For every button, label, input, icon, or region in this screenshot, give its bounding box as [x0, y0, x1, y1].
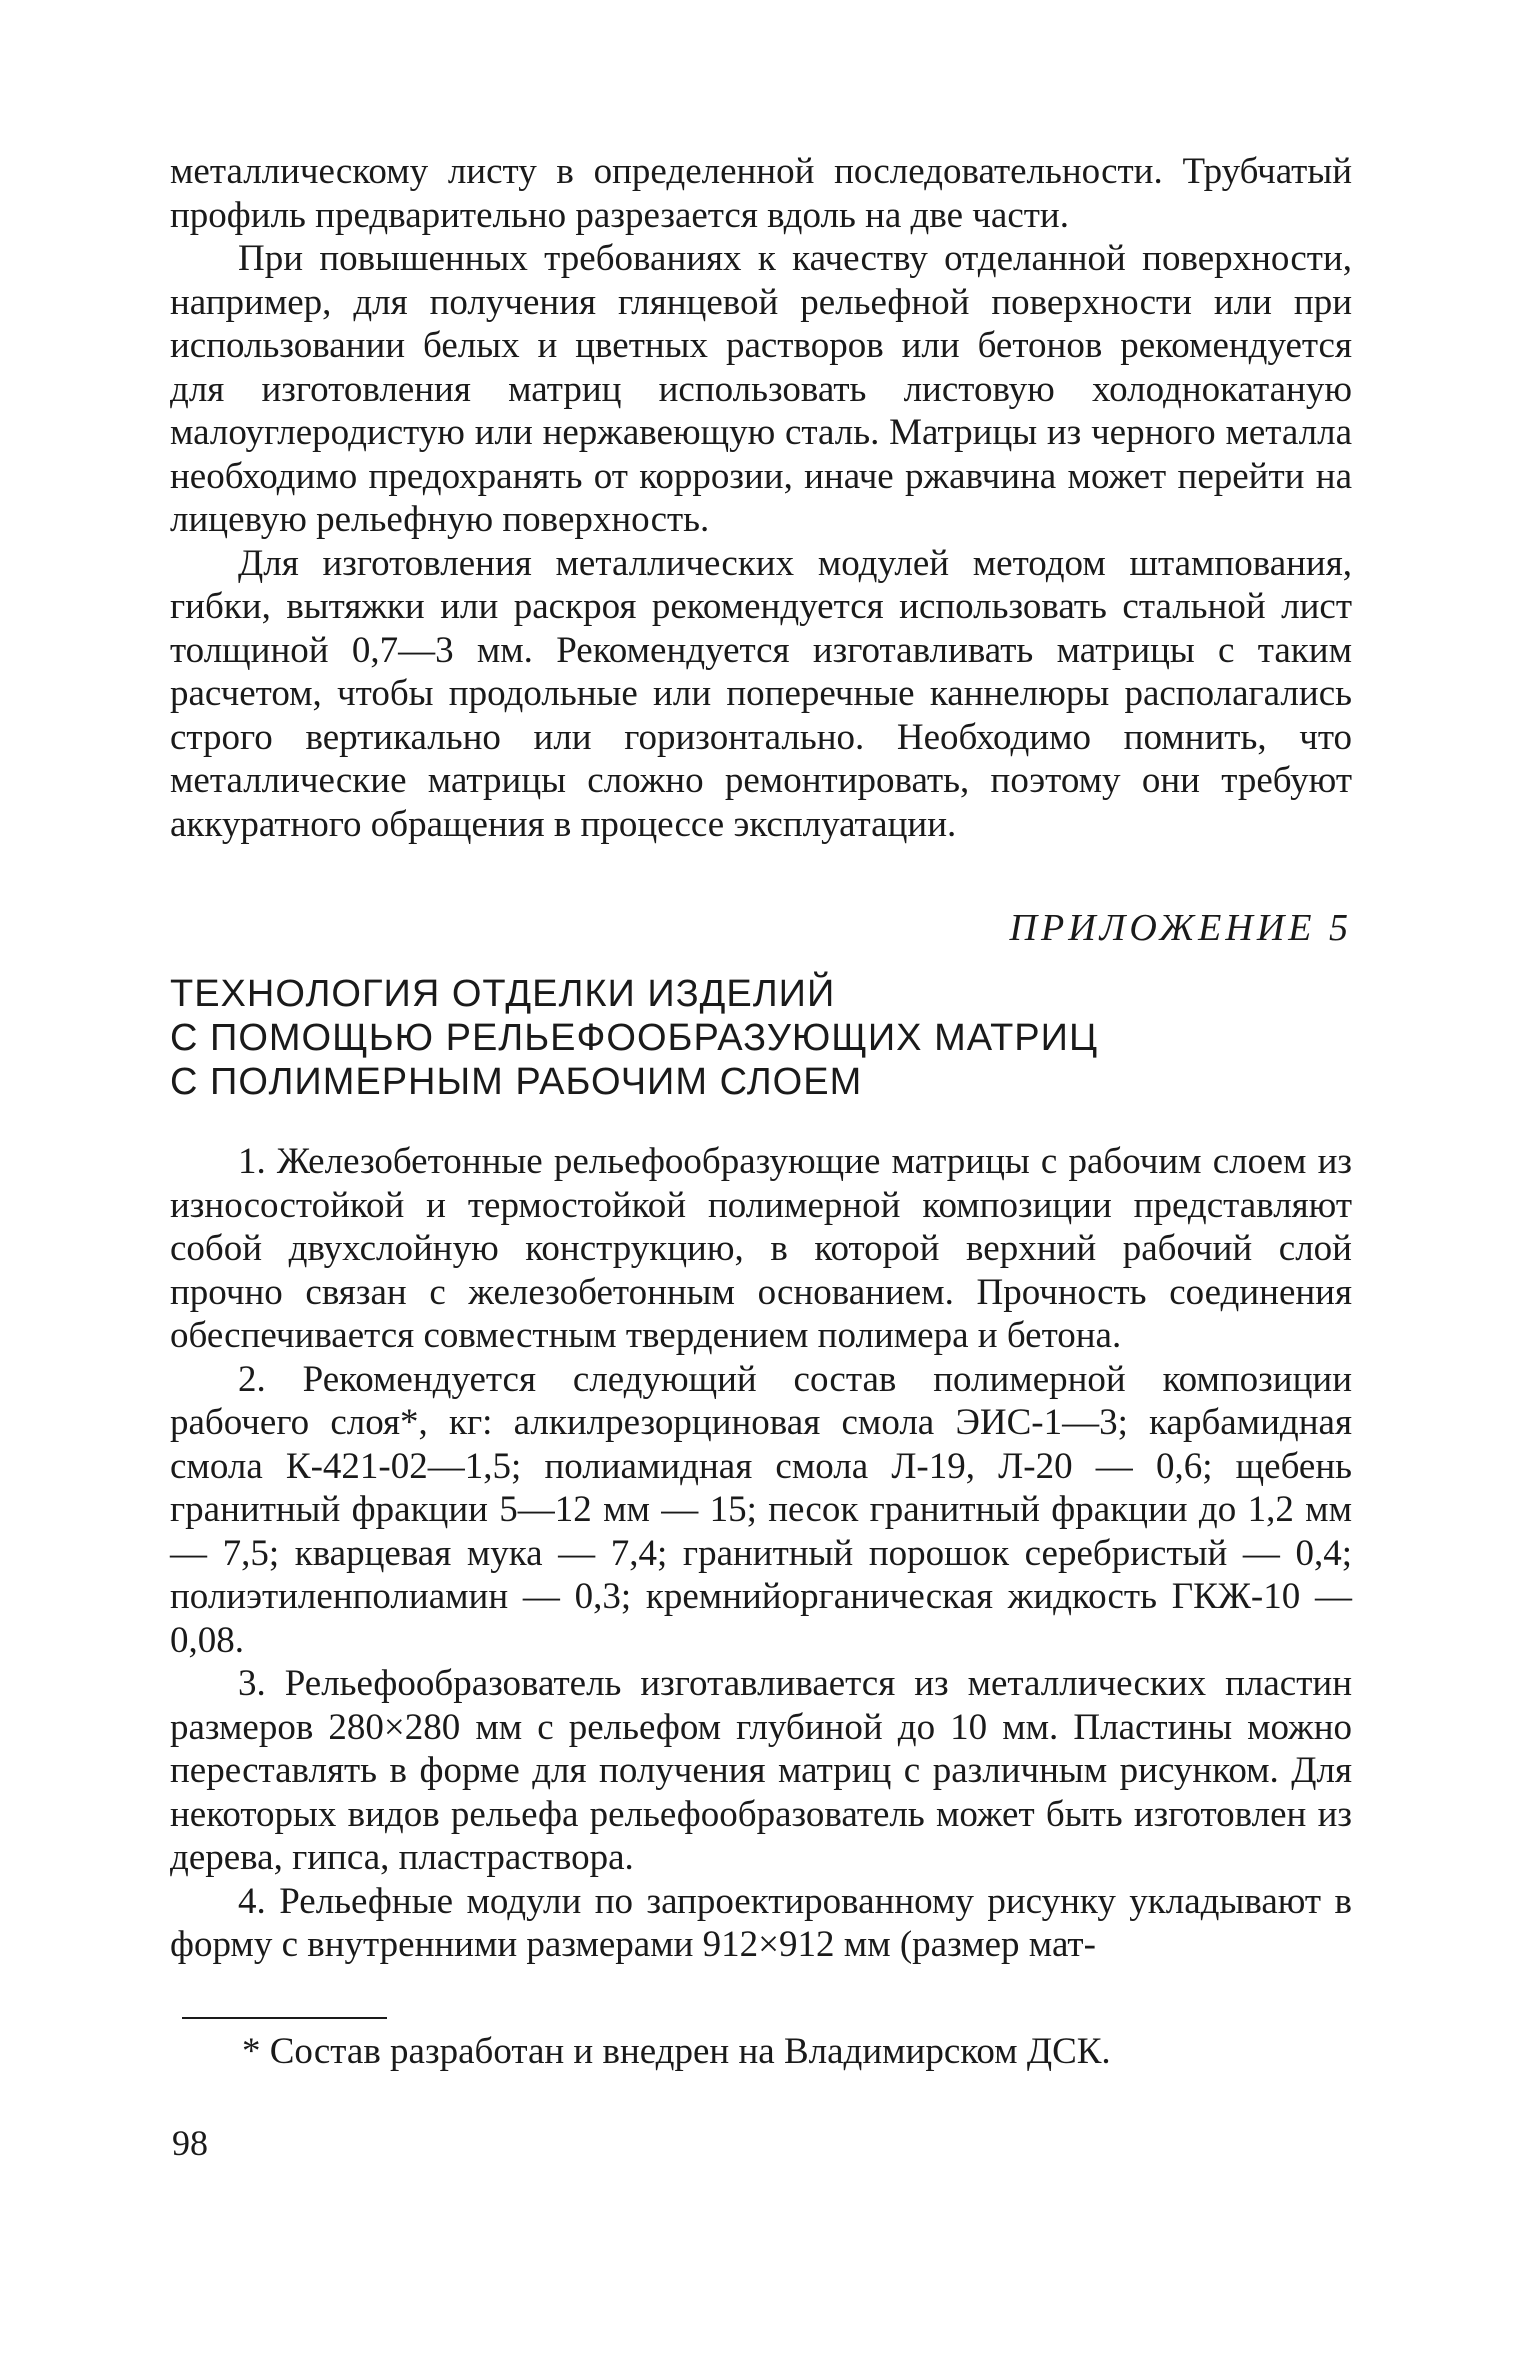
numbered-item-4: 4. Рельефные модули по запроектированному рисунку укладывают в форму с внутренними размерами 912×912 мм (размер мат- — [170, 1880, 1352, 1965]
top-text-block — [170, 150, 1352, 846]
paragraph-continuation: металлическому листу в определенной последовательности. Трубчатый профиль предварительно разрезается вдоль на две части. — [170, 151, 1352, 236]
numbered-item-2: 2. Рекомендуется следующий состав полимерной композиции рабочего слоя*, кг: алкилрезорциновая смола ЭИС-1—3; карбамидная смола К-421-02—1,5; полиамидная смола Л-19, Л-20 — 0,6; щебень гранитный фракции 5—12 мм — 15; песок гранитный фракции до 1,2 мм — 7,5; кварцевая мука — 7,4; гранитный порошок серебристый — 0,4; полиэтиленполиамин — 0,3; кремнийорганическая жидкость ГКЖ-10 — 0,08. — [170, 1358, 1352, 1661]
paragraph-metal-modules: Для изготовления металлических модулей методом штампования, гибки, вытяжки или раскроя рекомендуется использовать стальной лист толщиной 0,7—3 мм. Рекомендуется изготавливать матрицы с таким расчетом, чтобы продольные или поперечные каннелюры располагались строго вертикально или горизонтально. Необходимо помнить, что металлические матрицы сложно ремонтировать, поэтому они требуют аккуратного обращения в процессе эксплуатации. — [170, 542, 1352, 845]
appendix-body — [170, 1140, 1352, 1967]
page-number: 98 — [172, 2123, 208, 2163]
numbered-item-1: 1. Железобетонные рельефообразующие матрицы с рабочим слоем из износостойкой и термостойкой полимерной композиции представляют собой двухслойную конструкцию, в которой верхний рабочий слой прочно связан с железобетонным основанием. Прочность соединения обеспечивается совместным твердением полимера и бетона. — [170, 1141, 1352, 1356]
appendix-label: ПРИЛОЖЕНИЕ 5 — [1009, 907, 1352, 949]
paragraph-sheet-steel: При повышенных требованиях к качеству отделанной поверхности, например, для получения глянцевой рельефной поверхности или при использовании белых и цветных растворов или бетонов рекомендуется для изготовления матриц использовать листовую холоднокатаную малоуглеродистую или нержавеющую сталь. Матрицы из черного металла необходимо предохранять от коррозии, иначе ржавчина может перейти на лицевую рельефную поверхность. — [170, 238, 1352, 540]
section-title-line-3: С ПОЛИМЕРНЫМ РАБОЧИМ СЛОЕМ — [170, 1061, 863, 1103]
section-title-line-1: ТЕХНОЛОГИЯ ОТДЕЛКИ ИЗДЕЛИЙ — [170, 973, 836, 1015]
footnote-divider — [182, 2017, 387, 2019]
section-title — [170, 972, 1098, 1104]
footnote: * Состав разработан и внедрен на Владимирском ДСК. — [242, 2031, 1111, 2072]
numbered-item-3: 3. Рельефообразователь изготавливается из металлических пластин размеров 280×280 мм с рельефом глубиной до 10 мм. Пластины можно переставлять в форме для получения матриц с различным рисунком. Для некоторых видов рельефа рельефообразователь может быть изготовлен из дерева, гипса, пластраствора. — [170, 1663, 1352, 1878]
section-title-line-2: С ПОМОЩЬЮ РЕЛЬЕФООБРАЗУЮЩИХ МАТРИЦ — [170, 1017, 1099, 1059]
